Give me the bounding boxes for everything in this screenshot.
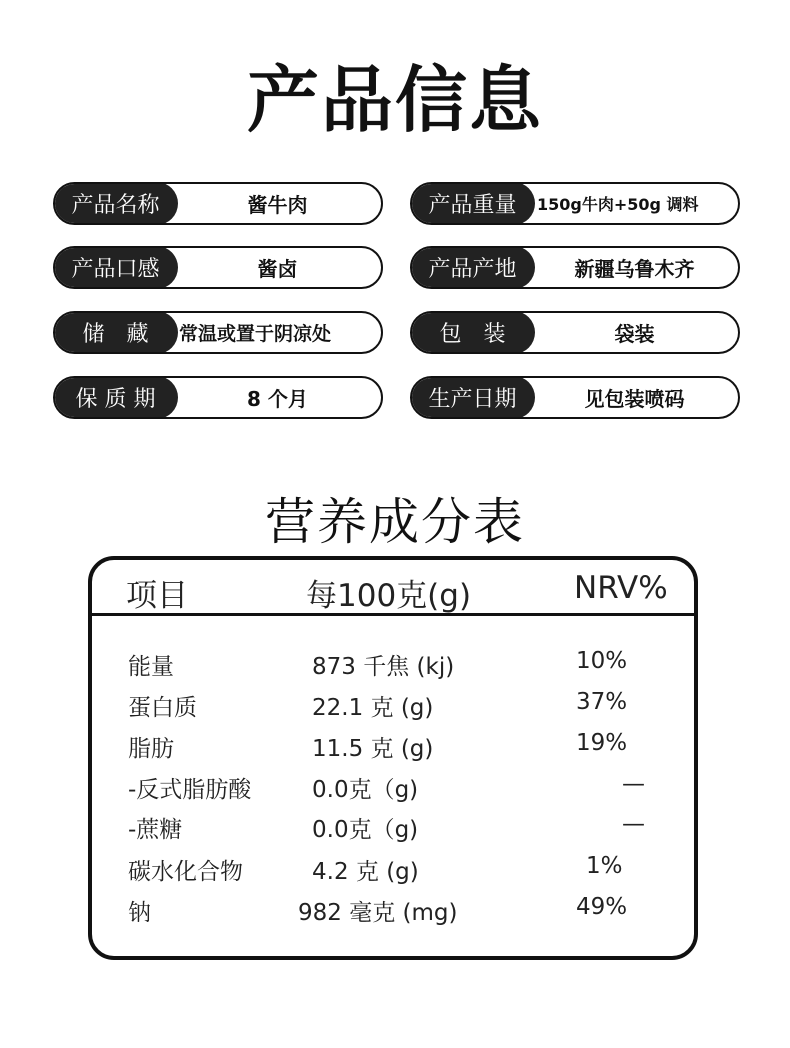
info-value: 袋装	[614, 322, 655, 346]
info-key: 产品产地	[410, 246, 535, 289]
table-row	[92, 853, 694, 893]
nutrient-amount: 0.0克（g)	[312, 777, 419, 803]
info-packaging	[410, 311, 740, 354]
header-per-100g: 每100克(g)	[306, 578, 472, 614]
nutrient-name: 碳水化合物	[128, 859, 243, 885]
nutrient-name: 钠	[128, 900, 151, 926]
table-row	[92, 811, 694, 851]
nutrient-amount: 22.1 克 (g)	[312, 695, 434, 721]
info-value: 常温或置于阴凉处	[179, 323, 332, 345]
info-key: 生产日期	[410, 376, 535, 419]
nutrient-amount: 0.0克（g)	[312, 817, 419, 843]
nutrient-nrv: 49%	[576, 894, 628, 920]
info-shelf-life	[53, 376, 383, 419]
info-value: 见包装喷码	[584, 387, 685, 411]
nutrient-name: -反式脂肪酸	[128, 777, 252, 803]
table-row	[92, 730, 694, 770]
info-key: 产品口感	[53, 246, 178, 289]
page-title: 产品信息	[246, 58, 543, 142]
nutrition-header-row	[92, 560, 694, 616]
info-key: 储 藏	[53, 311, 178, 354]
nutrient-nrv: —	[622, 811, 645, 837]
info-product-origin	[410, 246, 740, 289]
info-storage	[53, 311, 383, 354]
info-value: 150g牛肉+50g 调料	[537, 195, 699, 214]
info-value: 酱牛肉	[247, 193, 308, 217]
info-product-taste	[53, 246, 383, 289]
info-key: 产品名称	[53, 182, 178, 225]
info-value: 8 个月	[247, 387, 308, 411]
nutrient-nrv: 10%	[576, 648, 628, 674]
nutrient-amount: 873 千焦 (kj)	[312, 654, 455, 680]
info-product-name	[53, 182, 383, 225]
nutrient-nrv: 1%	[586, 853, 623, 879]
nutrient-nrv: —	[622, 771, 645, 797]
nutrient-amount: 4.2 克 (g)	[312, 859, 419, 885]
table-row	[92, 648, 694, 688]
header-nrv: NRV%	[574, 570, 668, 606]
nutrient-nrv: 19%	[576, 730, 628, 756]
table-row	[92, 771, 694, 811]
nutrition-table	[88, 556, 698, 960]
nutrient-name: 蛋白质	[128, 695, 197, 721]
header-item: 项目	[126, 578, 188, 614]
nutrient-name: 脂肪	[128, 736, 174, 762]
info-production-date	[410, 376, 740, 419]
nutrient-amount: 11.5 克 (g)	[312, 736, 434, 762]
nutrient-nrv: 37%	[576, 689, 628, 715]
nutrient-amount: 982 毫克 (mg)	[298, 900, 458, 926]
nutrient-name: -蔗糖	[128, 817, 183, 843]
info-key: 产品重量	[410, 182, 535, 225]
info-key: 保 质 期	[53, 376, 178, 419]
table-row	[92, 894, 694, 934]
info-value: 新疆乌鲁木齐	[574, 257, 695, 281]
nutrition-title: 营养成分表	[265, 493, 525, 551]
info-key: 包 装	[410, 311, 535, 354]
info-value: 酱卤	[257, 257, 298, 281]
table-row	[92, 689, 694, 729]
info-product-weight	[410, 182, 740, 225]
nutrient-name: 能量	[128, 654, 174, 680]
